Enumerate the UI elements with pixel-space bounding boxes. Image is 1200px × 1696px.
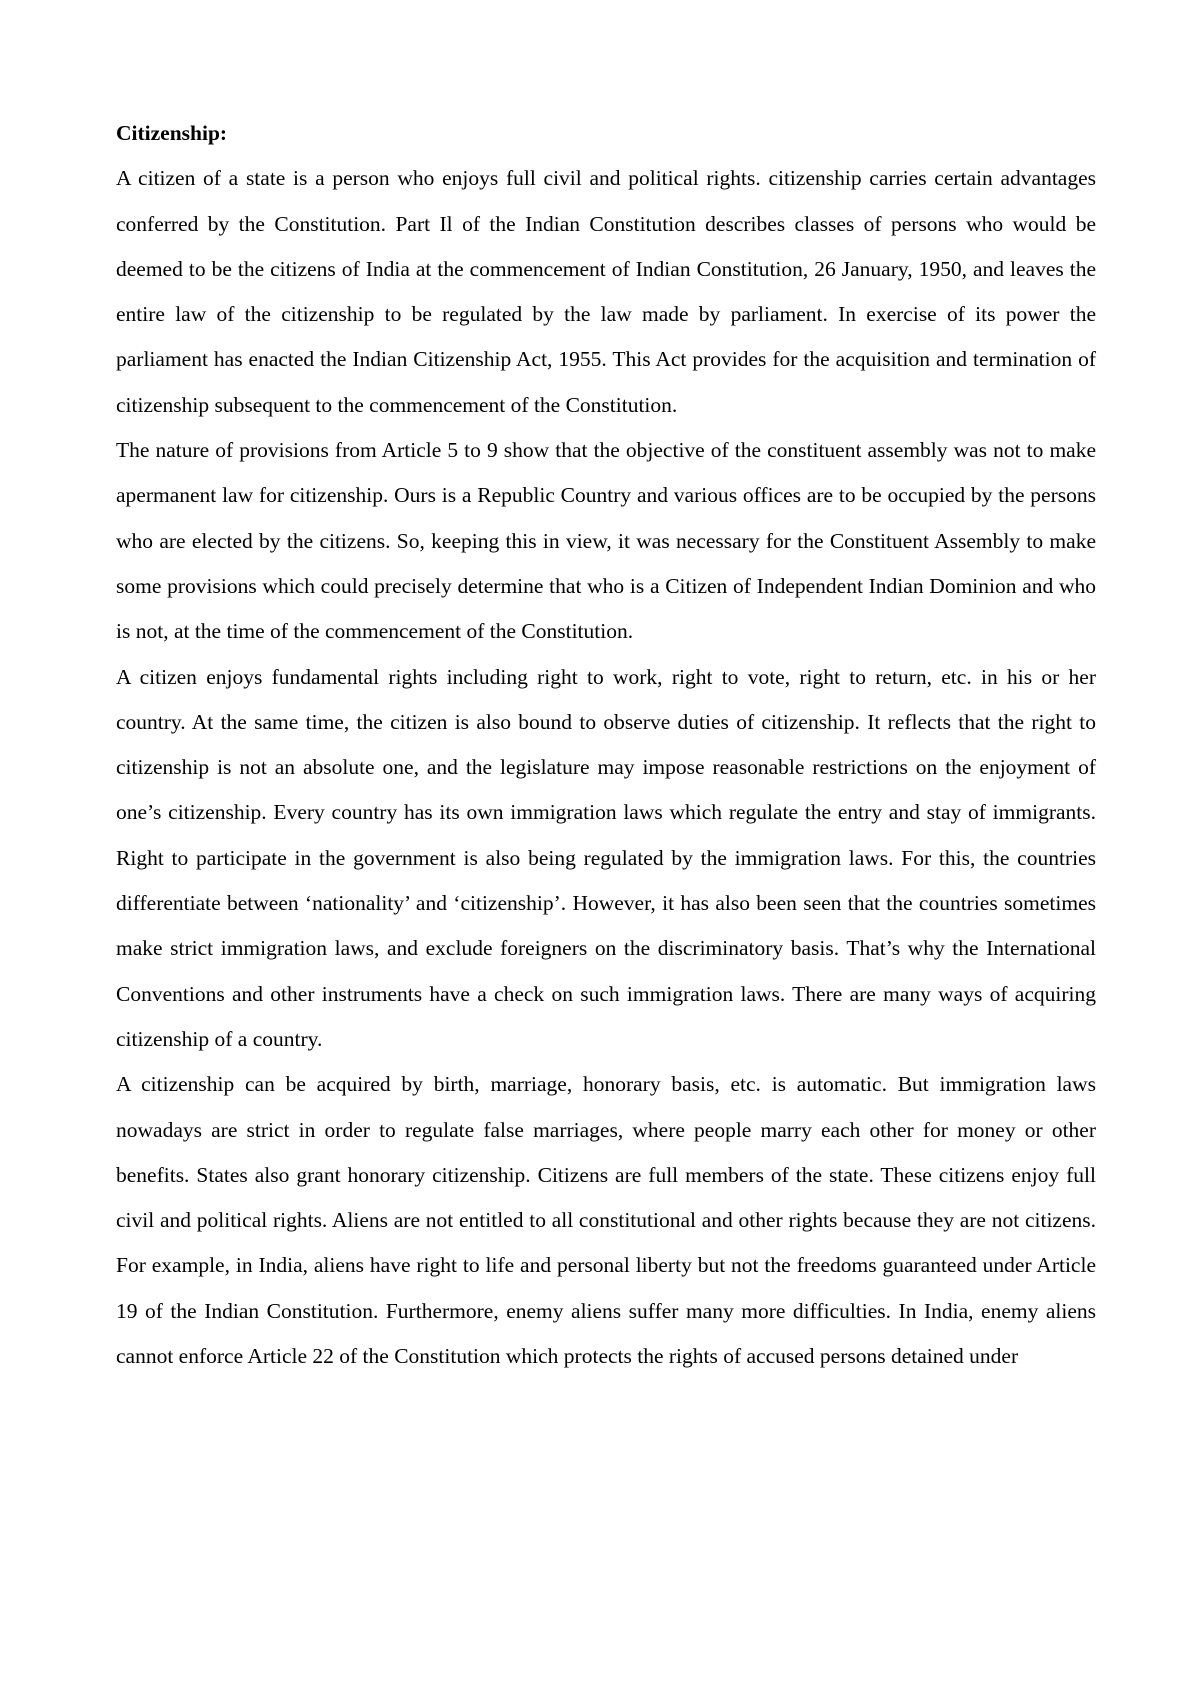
paragraph-3: A citizen enjoys fundamental rights including right to work, right to vote, right to return, etc. in his or her country. At the same time, the citizen is also bound to observe duties of citizenship. It reflects that the right to citizenship is not an absolute one, and the legislature may impose reasonable restrictions on the enjoyment of one’s citizenship. Every country has its own immigration laws which regulate the entry and stay of immigrants. Right to participate in the government is also being regulated by the immigration laws. For this, the countries differentiate between ‘nationality’ and ‘citizenship’. However, it has also been seen that the countries sometimes make strict immigration laws, and exclude foreigners on the discriminatory basis. That’s why the International Conventions and other instruments have a check on such immigration laws. There are many ways of acquiring citizenship of a country. (116, 664, 1096, 1051)
paragraph-1: A citizen of a state is a person who enjoys full civil and political rights. citizenship carries certain advantages conferred by the Constitution. Part Il of the Indian Constitution describes classes of persons who would be deemed to be the citizens of India at the commencement of Indian Constitution, 26 January, 1950, and leaves the entire law of the citizenship to be regulated by the law made by parliament. In exercise of its power the parliament has enacted the Indian Citizenship Act, 1955. This Act provides for the acquisition and termination of citizenship subsequent to the commencement of the Constitution. (116, 166, 1096, 417)
paragraph-2: The nature of provisions from Article 5 to 9 show that the objective of the constituent assembly was not to make apermanent law for citizenship. Ours is a Republic Country and various offices are to be occupied by the persons who are elected by the citizens. So, keeping this in view, it was necessary for the Constituent Assembly to make some provisions which could precisely determine that who is a Citizen of Independent Indian Dominion and who is not, at the time of the commencement of the Constitution. (116, 438, 1096, 644)
paragraph-4: A citizenship can be acquired by birth, marriage, honorary basis, etc. is automatic. But immigration laws nowadays are strict in order to regulate false marriages, where people marry each other for money or other benefits. States also grant honorary citizenship. Citizens are full members of the state. These citizens enjoy full civil and political rights. Aliens are not entitled to all constitutional and other rights because they are not citizens. For example, in India, aliens have right to life and personal liberty but not the freedoms guaranteed under Article 19 of the Indian Constitution. Furthermore, enemy aliens suffer many more difficulties. In India, enemy aliens cannot enforce Article 22 of the Constitution which protects the rights of accused persons detained under (116, 1072, 1096, 1369)
document-body (116, 111, 1096, 1379)
document-heading: Citizenship: (116, 121, 228, 145)
